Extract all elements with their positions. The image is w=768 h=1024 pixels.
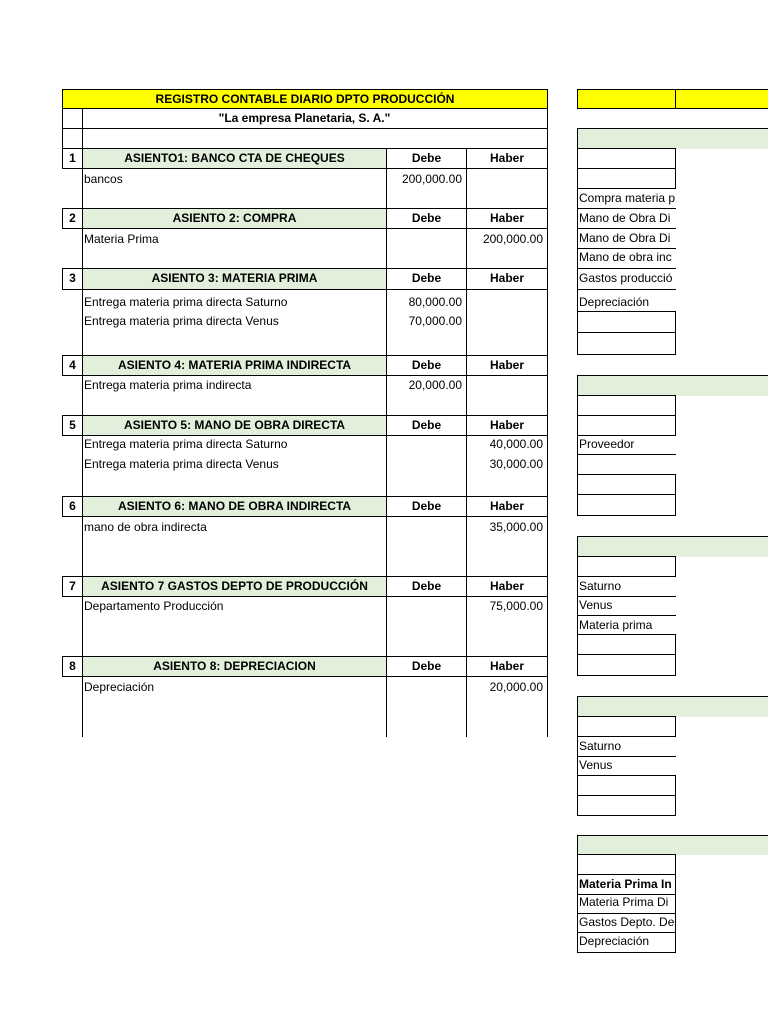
debe-header: Debe bbox=[386, 576, 467, 597]
right-empty-cell bbox=[577, 474, 676, 495]
right-title-bar bbox=[577, 89, 768, 109]
entry-line-haber: 20,000.00 bbox=[489, 680, 543, 694]
right-block-header bbox=[577, 696, 768, 717]
entry-line-desc: mano de obra indirecta bbox=[84, 520, 207, 534]
right-empty-cell bbox=[577, 395, 676, 416]
entry-header: ASIENTO 8: DEPRECIACION bbox=[82, 656, 387, 677]
entry-header: ASIENTO 3: MATERIA PRIMA bbox=[82, 268, 387, 290]
entry-line-haber: 200,000.00 bbox=[482, 232, 543, 246]
right-label: Gastos producció bbox=[579, 271, 673, 285]
right-label: Mano de Obra Di bbox=[579, 231, 671, 245]
entry-number: 7 bbox=[62, 576, 83, 597]
entry-line-debe: 80,000.00 bbox=[408, 295, 462, 309]
right-label: Materia Prima In bbox=[579, 877, 672, 891]
right-empty-cell bbox=[577, 415, 676, 436]
haber-header: Haber bbox=[466, 656, 548, 677]
company-name-text: "La empresa Planetaria, S. A." bbox=[218, 111, 391, 125]
right-block-header bbox=[577, 835, 768, 855]
entry-header: ASIENTO 5: MANO DE OBRA DIRECTA bbox=[82, 415, 387, 436]
entry-number: 6 bbox=[62, 496, 83, 517]
debe-header: Debe bbox=[386, 148, 467, 169]
right-label: Venus bbox=[579, 758, 613, 772]
right-empty-cell bbox=[577, 775, 676, 796]
right-empty-cell bbox=[577, 332, 676, 355]
entry-line-debe: 20,000.00 bbox=[408, 378, 462, 392]
right-empty-cell bbox=[577, 654, 676, 676]
entry-line-haber: 40,000.00 bbox=[489, 437, 543, 451]
right-empty-cell bbox=[577, 716, 676, 737]
right-empty-cell bbox=[577, 168, 676, 189]
entry-number: 8 bbox=[62, 656, 83, 677]
right-label: Depreciación bbox=[579, 295, 650, 309]
right-block-header bbox=[577, 536, 768, 557]
entry-line-debe: 70,000.00 bbox=[408, 314, 462, 328]
haber-header: Haber bbox=[466, 268, 548, 290]
right-label: Compra materia p bbox=[579, 191, 675, 205]
right-label: Gastos Depto. De bbox=[579, 915, 675, 929]
company-name bbox=[62, 108, 548, 129]
entry-header: ASIENTO 6: MANO DE OBRA INDIRECTA bbox=[82, 496, 387, 517]
debe-header: Debe bbox=[386, 656, 467, 677]
entry-header: ASIENTO 2: COMPRA bbox=[82, 208, 387, 229]
debe-header: Debe bbox=[386, 268, 467, 290]
right-label: Materia prima bbox=[579, 618, 653, 632]
entry-line-desc: Entrega materia prima directa Saturno bbox=[84, 295, 288, 309]
right-label: Mano de Obra Di bbox=[579, 211, 671, 225]
haber-header: Haber bbox=[466, 355, 548, 376]
entry-number: 1 bbox=[62, 148, 83, 169]
right-label: Proveedor bbox=[579, 437, 635, 451]
right-label: Saturno bbox=[579, 739, 622, 753]
debe-header: Debe bbox=[386, 208, 467, 229]
entry-line-desc: Entrega materia prima directa Venus bbox=[84, 314, 279, 328]
entry-line-haber: 35,000.00 bbox=[489, 520, 543, 534]
entry-number: 4 bbox=[62, 355, 83, 376]
entry-header: ASIENTO1: BANCO CTA DE CHEQUES bbox=[82, 148, 387, 169]
right-empty-cell bbox=[577, 494, 676, 516]
entry-line-desc: Departamento Producción bbox=[84, 599, 224, 613]
right-empty-cell bbox=[577, 556, 676, 577]
debe-header: Debe bbox=[386, 496, 467, 517]
right-label: Venus bbox=[579, 598, 613, 612]
right-empty-cell bbox=[577, 148, 676, 169]
entry-header: ASIENTO 7 GASTOS DEPTO DE PRODUCCIÓN bbox=[82, 576, 387, 597]
right-empty-cell bbox=[577, 854, 676, 875]
journal-title: REGISTRO CONTABLE DIARIO DPTO PRODUCCIÓN bbox=[62, 89, 548, 109]
right-block-header bbox=[577, 128, 768, 149]
entry-line-haber: 75,000.00 bbox=[489, 599, 543, 613]
right-empty-cell bbox=[577, 634, 676, 655]
entry-line-desc: Depreciación bbox=[84, 680, 155, 694]
entry-line-haber: 30,000.00 bbox=[489, 457, 543, 471]
entry-line-desc: Entrega materia prima indirecta bbox=[84, 378, 252, 392]
entry-number: 3 bbox=[62, 268, 83, 290]
right-empty-cell bbox=[577, 311, 676, 333]
entry-number: 5 bbox=[62, 415, 83, 436]
entry-line-debe: 200,000.00 bbox=[401, 172, 462, 186]
debe-header: Debe bbox=[386, 355, 467, 376]
haber-header: Haber bbox=[466, 208, 548, 229]
entry-header: ASIENTO 4: MATERIA PRIMA INDIRECTA bbox=[82, 355, 387, 376]
right-label: Mano de obra inc bbox=[579, 250, 672, 264]
entry-line-desc: Entrega materia prima directa Venus bbox=[84, 457, 279, 471]
right-label: Depreciación bbox=[579, 934, 650, 948]
debe-header: Debe bbox=[386, 415, 467, 436]
right-block-header bbox=[577, 375, 768, 396]
right-empty-cell bbox=[577, 795, 676, 816]
haber-header: Haber bbox=[466, 496, 548, 517]
entry-number: 2 bbox=[62, 208, 83, 229]
entry-line-desc: bancos bbox=[84, 172, 123, 186]
right-label: Saturno bbox=[579, 579, 622, 593]
right-label: Materia Prima Di bbox=[579, 895, 669, 909]
haber-header: Haber bbox=[466, 148, 548, 169]
entry-line-desc: Materia Prima bbox=[84, 232, 159, 246]
haber-header: Haber bbox=[466, 576, 548, 597]
haber-header: Haber bbox=[466, 415, 548, 436]
entry-line-desc: Entrega materia prima directa Saturno bbox=[84, 437, 288, 451]
